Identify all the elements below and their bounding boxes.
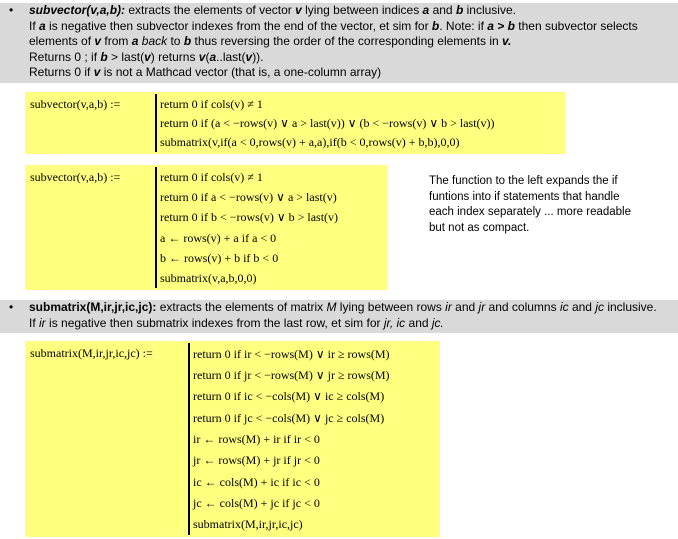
text-run: If [29, 18, 40, 33]
text-run: v [94, 34, 102, 48]
text-run: to [167, 34, 184, 48]
program-line: jc ← cols(M) + jc if jc < 0 [193, 496, 320, 510]
text-run: lying between indices [301, 3, 423, 17]
explanatory-comment [429, 174, 659, 236]
text-run: jr, ic [383, 315, 406, 330]
program-line: return 0 if cols(v) ≠ 1 [160, 170, 263, 185]
text-run: )). [252, 49, 264, 64]
description-line [29, 19, 674, 35]
program-line: a ← rows(v) + a if a < 0 [160, 230, 277, 245]
text-run: a [422, 3, 430, 17]
program-line: return 0 if jc < −cols(M) ∨ jc ≥ cols(M) [193, 410, 385, 425]
text-run: and [451, 300, 479, 314]
program-line: return 0 if (a < −rows(v) ∨ a > last(v)) ∨ (b < −rows(v) ∨ b > last(v)) [160, 116, 495, 130]
description-line [29, 3, 674, 19]
text-run: v [245, 49, 253, 64]
text-run: v [93, 65, 101, 79]
text-run: and [405, 315, 432, 330]
definition-lhs: submatrix(M,ir,jr,ic,jc) := [30, 346, 153, 360]
text-run: ( [205, 49, 210, 64]
description-line [29, 300, 674, 316]
text-run: and [429, 3, 456, 17]
text-run: ir [445, 300, 452, 314]
program-line: return 0 if cols(v) ≠ 1 [160, 96, 263, 111]
text-run: v [144, 49, 151, 64]
text-run: is not a Mathcad vector (that is, a one-column array) [100, 65, 382, 79]
text-run: jc [595, 300, 604, 314]
bullet-icon: • [9, 3, 14, 17]
text-run: b [455, 3, 464, 17]
program-line: submatrix(M,ir,jr,ic,jc) [193, 517, 303, 532]
text-run: ir [39, 315, 46, 330]
text-run: jr [478, 300, 486, 314]
text-run: v. [502, 34, 512, 48]
text-run: and columns [485, 300, 560, 314]
submatrix-definition[interactable] [25, 341, 440, 537]
text-run: a [39, 18, 46, 33]
text-run: M [326, 300, 337, 314]
program-block [188, 343, 390, 535]
text-run: jc. [431, 315, 444, 330]
subvector-definition-expanded[interactable] [25, 165, 387, 290]
text-run: is negative then submatrix indexes from the last row, et sim for [45, 315, 384, 330]
program-block [155, 94, 495, 152]
text-run: Returns 0 if [29, 65, 94, 79]
program-line: return 0 if ic < −cols(M) ∨ ic ≥ cols(M) [193, 389, 385, 404]
description-line [29, 34, 674, 50]
comment-line: funtions into if statements that handle [429, 190, 620, 203]
program-line: ir ← rows(M) + ir if ir < 0 [193, 432, 320, 446]
program-line: ic ← cols(M) + ic if ic < 0 [193, 474, 320, 489]
text-run: back [141, 34, 168, 48]
submatrix-description-text [29, 300, 674, 331]
program-block [155, 167, 339, 288]
text-run: > last( [107, 49, 145, 64]
program-line: return 0 if b < −rows(v) ∨ b > last(v) [160, 210, 339, 225]
text-run: b [183, 34, 192, 48]
text-run: a [209, 49, 217, 64]
description-line [29, 50, 674, 66]
text-run: ) returns [150, 49, 199, 64]
definition-lhs: subvector(v,a,b) := [30, 170, 121, 184]
text-run: thus reversing the order of the corresponding elements in [191, 34, 502, 48]
program-line: b ← rows(v) + b if b < 0 [160, 250, 279, 265]
text-run: . Note: if [439, 18, 488, 33]
text-run: is negative then subvector indexes from the end of the vector, et sim for [45, 18, 432, 33]
text-run: b [100, 49, 108, 64]
text-run: ic [559, 300, 569, 314]
program-line: submatrix(v,if(a < 0,rows(v) + a,a),if(b < 0,rows(v) + b,b),0,0) [160, 135, 460, 150]
text-run: elements of [29, 34, 95, 48]
text-run: then subvector selects [514, 18, 638, 33]
program-line: return 0 if ir < −rows(M) ∨ ir ≥ rows(M) [193, 346, 390, 361]
text-run: Returns 0 ; if [29, 49, 101, 64]
text-run: ..last( [216, 49, 246, 64]
submatrix-description [0, 300, 678, 333]
text-run: v [295, 3, 302, 17]
program-line: return 0 if jr < −rows(M) ∨ jr ≥ rows(M) [193, 368, 390, 382]
subvector-description-text [29, 3, 674, 81]
text-run: lying between rows [336, 300, 446, 314]
text-run: subvector(v,a,b): [29, 3, 126, 17]
definition-lhs: subvector(v,a,b) := [30, 97, 121, 111]
text-run: extracts the elements of vector [125, 3, 296, 17]
program-line: jr ← rows(M) + jr if jr < 0 [193, 453, 320, 468]
comment-line: The function to the left expands the if [429, 175, 618, 187]
text-run: extracts the elements of matrix [156, 300, 327, 314]
text-run: and [568, 300, 596, 314]
text-run: from [101, 34, 132, 48]
text-run: inclusive. [463, 3, 516, 17]
text-run: b [431, 18, 440, 33]
text-run: a > b [487, 18, 515, 33]
text-run: If [29, 315, 40, 330]
text-run: submatrix(M,ir,jr,ic,jc): [29, 300, 157, 314]
subvector-definition-compact[interactable] [25, 92, 565, 154]
description-line [29, 65, 674, 81]
subvector-description [0, 3, 678, 83]
bullet-icon: • [9, 300, 14, 314]
text-run: inclusive. [603, 300, 657, 314]
comment-line: each index separately ... more readable [429, 206, 632, 218]
program-line: return 0 if a < −rows(v) ∨ a > last(v) [160, 190, 337, 205]
description-line [29, 316, 674, 332]
text-run: v [198, 49, 206, 64]
program-line: submatrix(v,a,b,0,0) [160, 270, 257, 285]
comment-line: but not as compact. [429, 221, 530, 234]
text-run: a [131, 34, 139, 48]
